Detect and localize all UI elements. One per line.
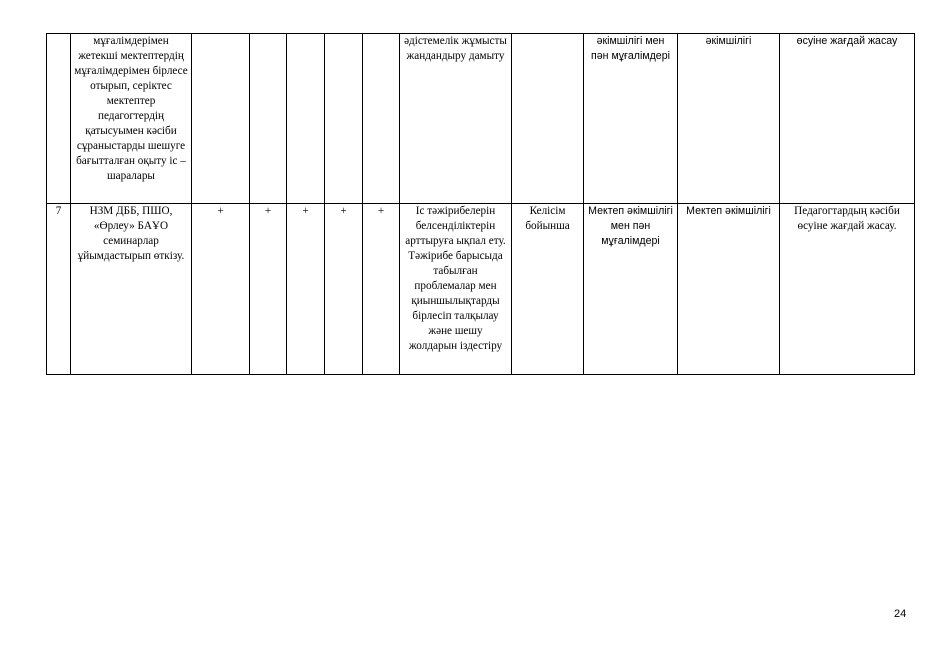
responsible-cell: Мектеп әкімшілігі [678,204,780,375]
table-row [47,34,915,204]
month-mark-cell [287,34,325,204]
row-number-cell: 7 [47,204,71,375]
responsible-cell: әкімшілігі [678,34,780,204]
month-mark-cell: + [287,204,325,375]
month-mark-cell [325,34,363,204]
goal-cell: әдістемелік жұмысты жандандыру дамыту [400,34,512,204]
result-cell: өсуіне жағдай жасау [780,34,915,204]
month-mark-cell [192,34,250,204]
participants-cell: Мектеп әкімшілігі мен пән мұғалімдері [584,204,678,375]
month-mark-cell [363,34,400,204]
result-cell: Педагогтардың кәсіби өсуіне жағдай жасау. [780,204,915,375]
plan-table [46,33,915,375]
month-mark-cell: + [192,204,250,375]
month-mark-cell: + [325,204,363,375]
event-cell: мұғалімдерімен жетекші мектептердің мұғалімдерімен бірлесе отырып, серіктес мектептер педагогтердің қатысуымен кәсіби сұраныстарды шешуге бағытталған оқыту іс –шаралары [71,34,192,204]
term-cell: Келісім бойынша [512,204,584,375]
table-row [47,204,915,375]
month-mark-cell: + [250,204,287,375]
month-mark-cell [250,34,287,204]
event-cell: НЗМ ДББ, ПШО, «Өрлеу» БАҰО семинарлар ұйымдастырып өткізу. [71,204,192,375]
month-mark-cell: + [363,204,400,375]
participants-cell: әкімшілігі мен пән мұғалімдері [584,34,678,204]
row-number-cell [47,34,71,204]
page-number: 24 [894,608,907,620]
goal-cell: Іс тәжірибелерін белсенділіктерін арттыруға ықпал ету. Тәжірибе барысыда табылған проблемалар мен қиыншылықтарды бірлесіп талқылау және шешу жолдарын іздестіру [400,204,512,375]
term-cell [512,34,584,204]
